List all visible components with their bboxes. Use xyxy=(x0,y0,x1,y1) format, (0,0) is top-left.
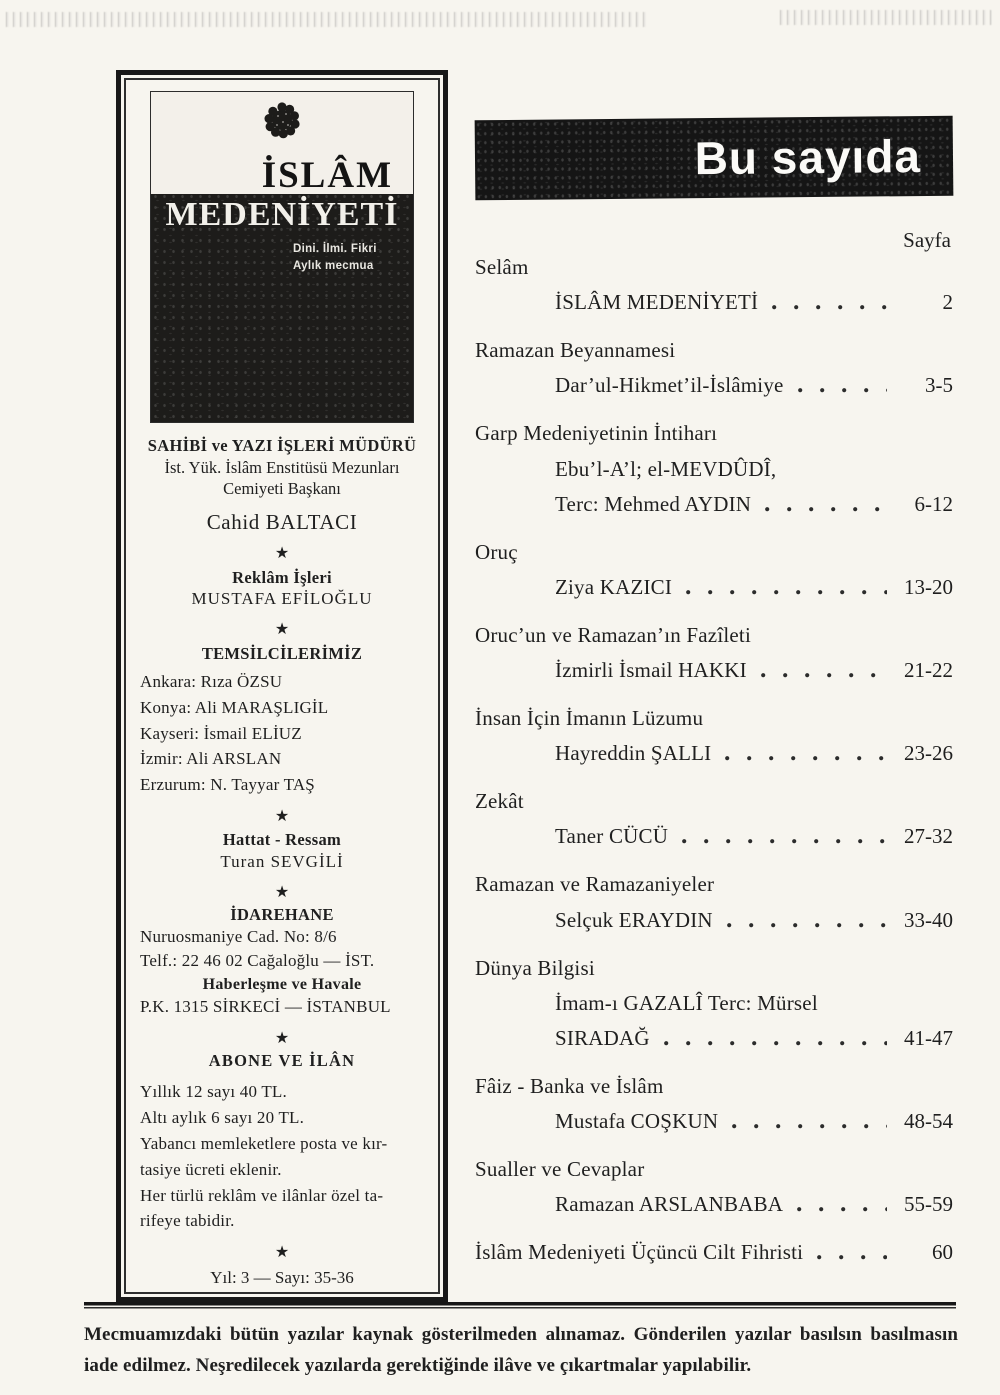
toc-entry-title: Selâm xyxy=(475,255,529,279)
representative-item: İzmir: Ali ARSLAN xyxy=(140,749,282,769)
toc-entry-title: Sualler ve Cevaplar xyxy=(475,1156,645,1181)
toc-entry-title: Garp Medeniyetinin İntiharı xyxy=(475,421,718,446)
ads-manager-name: MUSTAFA EFİLOĞLU xyxy=(191,589,373,609)
subscription-info xyxy=(138,1079,426,1234)
toc-entry xyxy=(475,540,953,600)
representatives-list xyxy=(138,669,426,798)
toc-entry-author: Hayreddin ŞALLI xyxy=(555,741,712,766)
toc-entry-title: Ramazan Beyannamesi xyxy=(475,338,676,363)
subscription-line: rifeye tabidir. xyxy=(140,1211,235,1231)
banner-title: Bu sayıda xyxy=(694,130,922,185)
representatives-header: TEMSİLCİLERİMİZ xyxy=(201,644,363,664)
representative-item: Erzurum: N. Tayyar TAŞ xyxy=(140,775,315,795)
dot-leader xyxy=(725,756,887,761)
toc-entry-pages: 23-26 xyxy=(904,741,953,766)
toc-entry-pages: 3-5 xyxy=(925,373,953,398)
toc-entry-author: SIRADAĞ xyxy=(555,1025,650,1050)
toc-entry-title: İnsan İçin İmanın Lüzumu xyxy=(475,705,704,730)
toc-entry-title: İslâm Medeniyeti Üçüncü Cilt Fihristi xyxy=(475,1240,804,1265)
toc-entry-pages: 21-22 xyxy=(904,657,953,682)
star-separator-icon: ★ xyxy=(274,621,290,639)
representative-item: Konya: Ali MARAŞLIGİL xyxy=(140,697,329,717)
toc-entry-line xyxy=(475,741,953,766)
dot-leader xyxy=(686,590,887,595)
toc-entry xyxy=(475,1157,953,1217)
toc-entry xyxy=(475,255,953,315)
toc-entry xyxy=(475,706,953,766)
toc-entry-title: Zekât xyxy=(475,789,524,814)
cover-black-band xyxy=(151,194,413,276)
office-address-line1: Nuruosmaniye Cad. No: 8/6 xyxy=(140,927,337,947)
subscription-header: ABONE VE İLÂN xyxy=(208,1050,356,1070)
toc-entry-line xyxy=(475,1109,953,1134)
table-of-contents xyxy=(475,118,953,1288)
masthead-inner-frame xyxy=(124,78,440,1294)
toc-entry-pages: 6-12 xyxy=(914,491,953,516)
star-separator-icon: ★ xyxy=(274,1029,290,1047)
toc-entry-author: İSLÂM MEDENİYETİ xyxy=(555,290,759,315)
contents-banner xyxy=(475,116,954,201)
page-column-header: Sayfa xyxy=(903,228,951,252)
rosette-ornament-icon xyxy=(262,100,302,140)
toc-entry xyxy=(475,623,953,683)
star-separator-icon: ★ xyxy=(274,883,290,901)
toc-entry-author: Terc: Mehmed AYDIN xyxy=(555,491,752,516)
toc-entry-title: Ramazan ve Ramazaniyeler xyxy=(475,872,715,897)
toc-entry xyxy=(475,956,953,1051)
cover-subtitle-line1: Dini. İlmi. Fikri xyxy=(293,243,377,255)
toc-entry-title: Dünya Bilgisi xyxy=(475,955,595,980)
owner-section-header: SAHİBİ ve YAZI İŞLERİ MÜDÜRÜ xyxy=(147,436,417,455)
dot-leader xyxy=(817,1255,887,1260)
representative-item: Ankara: Rıza ÖZSU xyxy=(140,671,283,691)
star-separator-icon: ★ xyxy=(274,808,290,826)
issue-date-line xyxy=(138,1289,426,1294)
dot-leader xyxy=(682,839,887,844)
toc-entry-pages: 55-59 xyxy=(904,1192,953,1217)
toc-entry-author: Taner CÜCÜ xyxy=(555,824,669,849)
toc-entry xyxy=(475,1074,953,1134)
toc-entry-author: Dar’ul-Hikmet’il-İslâmiye xyxy=(555,373,784,398)
subscription-line: Yabancı memleketlere posta ve kır- xyxy=(140,1133,388,1153)
toc-entry-author-line1: Ebu’l-A’l; el-MEVDÛDÎ, xyxy=(555,456,777,481)
toc-entry xyxy=(475,789,953,849)
toc-entry-author-line1: İmam-ı GAZALÎ Terc: Mürsel xyxy=(555,990,818,1015)
copyright-notice: Mecmuamızdaki bütün yazılar kaynak gösterilmeden alınamaz. Gönderilen yazılar basılsın basılmasın iade edilmez. Neşredilecek yazılarda gerektiğinde ilâve ve çıkartmalar yapılabilir. xyxy=(84,1324,958,1376)
subscription-line: tasiye ücreti eklenir. xyxy=(140,1159,282,1179)
toc-entry xyxy=(475,338,953,398)
star-separator-icon: ★ xyxy=(274,544,290,562)
footer-divider-rule xyxy=(84,1302,956,1310)
toc-entry-pages: 27-32 xyxy=(904,824,953,849)
toc-entry-line xyxy=(475,1026,953,1051)
toc-entry-line xyxy=(475,908,953,933)
toc-entry-author: İzmirli İsmail HAKKI xyxy=(555,657,747,682)
toc-entry xyxy=(475,1240,953,1265)
cover-subtitle-line2: Aylık mecmua xyxy=(293,260,374,273)
star-separator-icon: ★ xyxy=(274,1244,290,1262)
toc-entry-title: Oruc’un ve Ramazan’ın Fazîleti xyxy=(475,622,751,647)
toc-entry-pages: 13-20 xyxy=(904,574,953,599)
ads-section-header: Reklâm İşleri xyxy=(232,567,332,587)
toc-entry-line xyxy=(475,492,953,517)
toc-entry-line xyxy=(475,1240,953,1265)
toc-entry-author: Ramazan ARSLANBABA xyxy=(555,1192,784,1217)
toc-entry-line xyxy=(475,658,953,683)
toc-entry-author: Ziya KAZICI xyxy=(555,574,673,599)
toc-entry-line xyxy=(475,290,953,315)
dot-leader xyxy=(797,1207,887,1212)
masthead-box xyxy=(116,70,448,1302)
cover-subtitle xyxy=(293,241,413,276)
dot-leader xyxy=(727,923,887,928)
toc-entry-pages: 48-54 xyxy=(904,1108,953,1133)
toc-entry-title: Fâiz - Banka ve İslâm xyxy=(475,1073,664,1098)
correspondence-line: P.K. 1315 SİRKECİ — İSTANBUL xyxy=(140,997,391,1017)
cover-title-line2: MEDENİYETİ xyxy=(165,196,399,233)
toc-entry xyxy=(475,872,953,932)
toc-entry-line xyxy=(475,1192,953,1217)
cover-title-line1: İSLÂM xyxy=(261,155,393,196)
dot-leader xyxy=(798,388,887,393)
toc-entry-title: Oruç xyxy=(475,539,518,564)
scan-artifact-strip xyxy=(780,10,992,25)
dot-leader xyxy=(664,1041,887,1046)
magazine-cover-thumbnail xyxy=(150,91,414,423)
dot-leader xyxy=(772,305,887,310)
correspondence-header: Haberleşme ve Havale xyxy=(202,976,362,994)
toc-entry-line xyxy=(475,575,953,600)
dot-leader xyxy=(761,673,887,678)
artist-section-header: Hattat - Ressam xyxy=(222,830,342,850)
scan-artifact-strip xyxy=(6,12,646,27)
subscription-line: Her türlü reklâm ve ilânlar özel ta- xyxy=(140,1185,384,1205)
office-section-header: İDAREHANE xyxy=(230,904,334,924)
owner-org-line2: Cemiyeti Başkanı xyxy=(223,479,341,499)
dot-leader xyxy=(732,1124,887,1129)
artist-name: Turan SEVGİLİ xyxy=(220,851,344,871)
cover-white-band xyxy=(151,92,413,194)
toc-entry-line xyxy=(475,373,953,398)
toc-entry-pages: 33-40 xyxy=(904,907,953,932)
subscription-line: Yıllık 12 sayı 40 TL. xyxy=(140,1082,287,1102)
toc-entry-author: Mustafa COŞKUN xyxy=(555,1108,719,1133)
subscription-line: Altı aylık 6 sayı 20 TL. xyxy=(140,1108,305,1128)
toc-entry-line xyxy=(475,824,953,849)
dot-leader xyxy=(765,507,887,512)
representative-item: Kayseri: İsmail ELİUZ xyxy=(140,723,302,743)
owner-name: Cahid BALTACI xyxy=(206,509,358,534)
toc-entry-pages: 60 xyxy=(932,1240,953,1265)
issue-number-line: Yıl: 3 — Sayı: 35-36 xyxy=(210,1268,354,1288)
toc-entry-pages: 2 xyxy=(942,290,953,315)
office-address-line2: Telf.: 22 46 02 Cağaloğlu — İST. xyxy=(140,951,375,971)
toc-entry-author: Selçuk ERAYDIN xyxy=(555,907,713,932)
toc-entry xyxy=(475,421,953,516)
toc-entry-pages: 41-47 xyxy=(904,1025,953,1050)
owner-org-line1: İst. Yük. İslâm Enstitüsü Mezunları xyxy=(164,457,400,477)
